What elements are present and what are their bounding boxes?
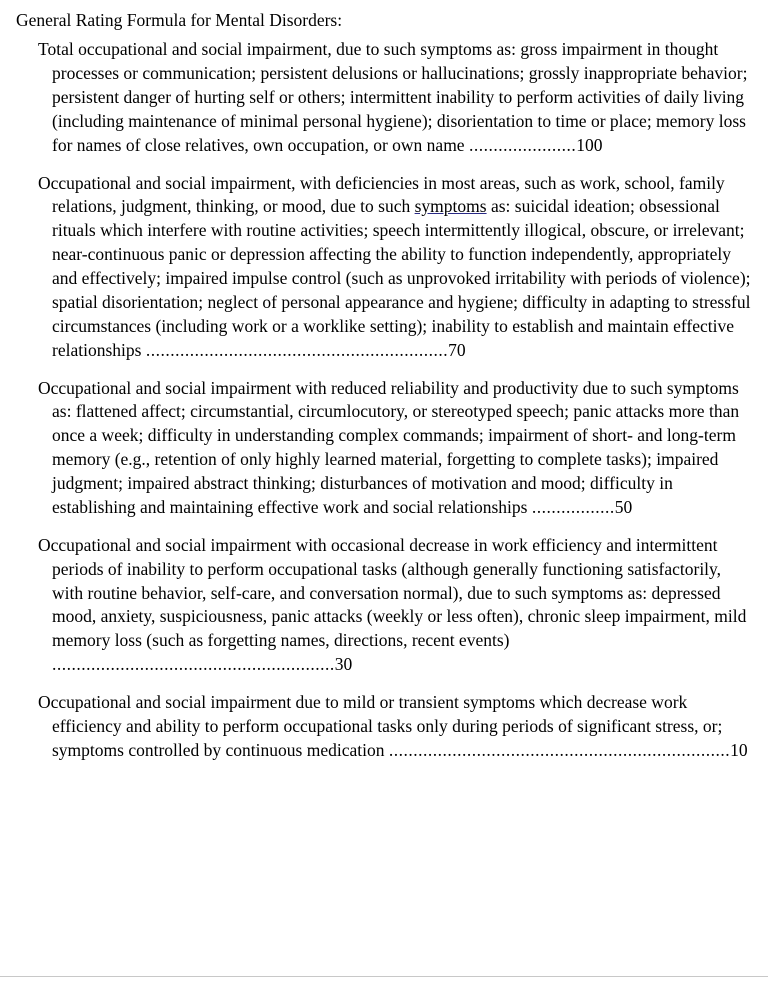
leader-dots: .......................................................... bbox=[52, 654, 335, 675]
rating-value: 10 bbox=[730, 739, 748, 760]
criterion-emphasis: symptoms bbox=[414, 196, 487, 217]
criterion-text: Occupational and social impairment, with deficiencies in most areas, such as work, school, family relations, judgment, thinking, or mood, due to such bbox=[38, 172, 725, 217]
rating-criterion-100 bbox=[16, 38, 752, 157]
criterion-text-continued: as: suicidal ideation; obsessional rituals which interfere with routine activities; speech intermittently illogical, obscure, or irrelevant; near-continuous panic or depression affecting the ability to function independently, appropriately and effectively; impaired impulse control (such as unprovoked irritability with periods of violence); spatial disorientation; neglect of personal appearance and hygiene; difficulty in adapting to stressful circumstances (including work or a worklike setting); inability to establish and maintain effective relationships bbox=[52, 196, 751, 360]
rating-criteria-list bbox=[16, 38, 752, 763]
page-bottom-divider bbox=[0, 976, 768, 977]
rating-criterion-30 bbox=[16, 534, 752, 677]
rating-criterion-50 bbox=[16, 377, 752, 520]
criterion-text: Occupational and social impairment with occasional decrease in work efficiency and intermittent periods of inability to perform occupational tasks (although generally functioning satisfactorily, with routine behavior, self-care, and conversation normal), due to such symptoms as: depressed mood, anxiety, suspiciousness, panic attacks (weekly or less often), chronic sleep impairment, mild memory loss (such as forgetting names, directions, recent events) bbox=[38, 534, 747, 651]
criterion-text: Occupational and social impairment with reduced reliability and productivity due to such symptoms as: flattened affect; circumstantial, circumlocutory, or stereotyped speech; panic attacks more than once a week; difficulty in understanding complex commands; impairment of short- and long-term memory (e.g., retention of only highly learned material, forgetting to complete tasks); impaired judgment; impaired abstract thinking; disturbances of motivation and mood; difficulty in establishing and maintaining effective work and social relationships bbox=[38, 377, 740, 517]
rating-criterion-70 bbox=[16, 172, 752, 363]
page-title: General Rating Formula for Mental Disorders: bbox=[16, 10, 343, 30]
rating-value: 50 bbox=[614, 496, 633, 517]
criterion-text: Total occupational and social impairment, due to such symptoms as: gross impairment in thought processes or communication; persistent delusions or hallucinations; grossly inappropriate behavior; persistent danger of hurting self or others; intermittent inability to perform activities of daily living (including maintenance of minimal personal hygiene); disorientation to time or place; memory loss for names of close relatives, own occupation, or own name bbox=[38, 39, 748, 155]
rating-value: 30 bbox=[334, 654, 353, 675]
leader-dots: .............................................................. bbox=[145, 339, 449, 360]
leader-dots: ...................................................................... bbox=[388, 739, 731, 760]
rating-criterion-10 bbox=[16, 691, 752, 763]
leader-dots: ...................... bbox=[468, 134, 577, 155]
rating-value: 100 bbox=[576, 134, 603, 155]
criterion-text: Occupational and social impairment due to mild or transient symptoms which decrease work efficiency and ability to perform occupational tasks only during periods of significant stress, or; symptoms controlled by continuous medication bbox=[38, 692, 723, 760]
leader-dots: ................. bbox=[531, 496, 615, 517]
rating-value: 70 bbox=[448, 339, 466, 360]
